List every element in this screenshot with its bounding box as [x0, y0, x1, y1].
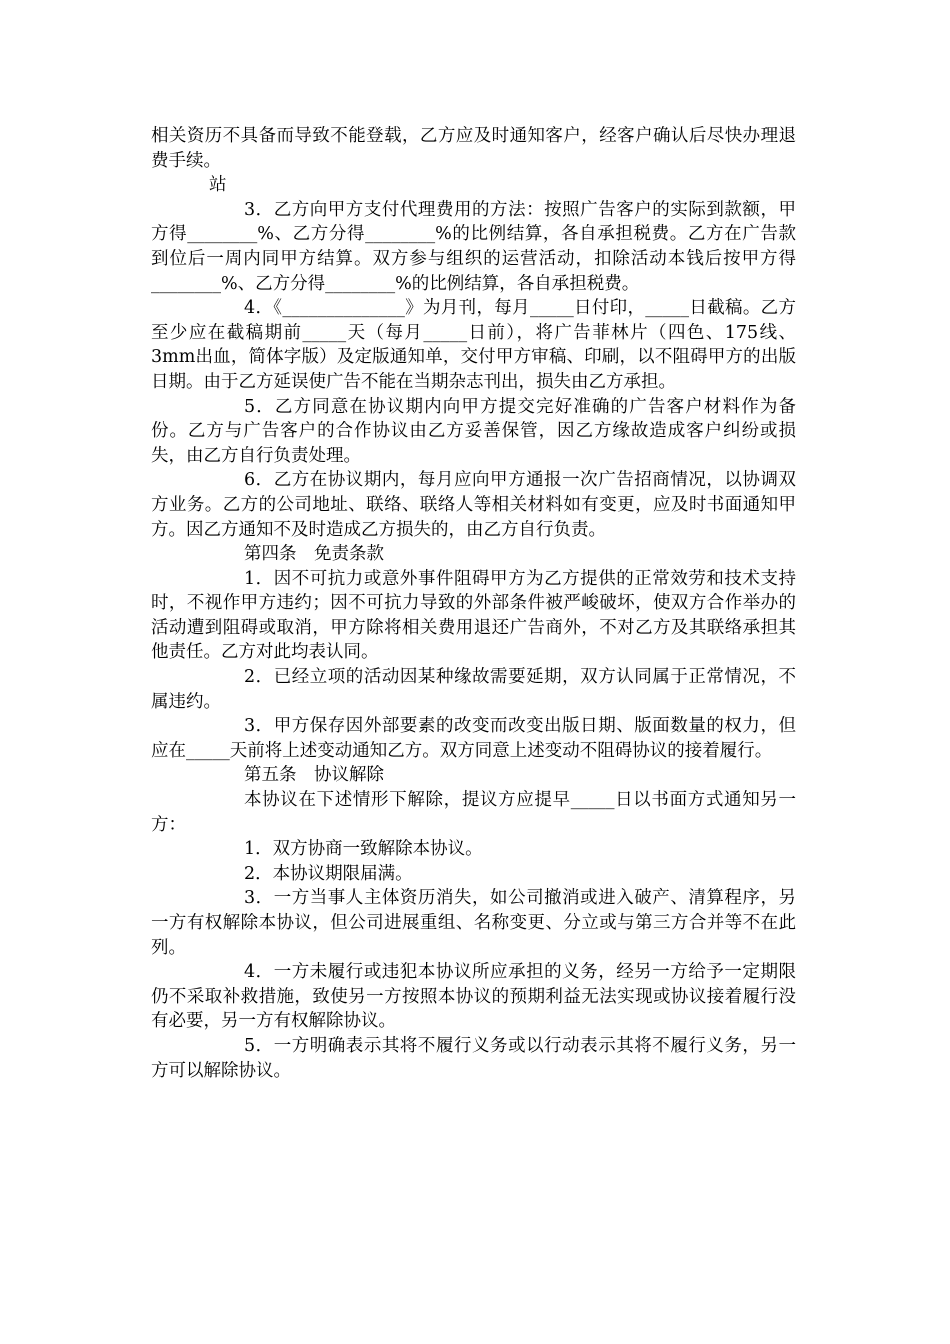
paragraph-3-payment-method: 3．乙方向甲方支付代理费用的方法：按照广告客户的实际到款额，甲方得________%、乙方分得________%的比例结算，各自承担税费。乙方在广告款到位后一周内同甲方结算。双方参与组织的运营活动，扣除活动本钱后按甲方得________%、乙方分得________%的比例结算，各自承担税费。 [151, 199, 796, 294]
paragraph-stray-char: 站 [209, 175, 227, 196]
article-4-item-2: 2．已经立项的活动因某种缘故需要延期，双方认同属于正常情况，不属违约。 [151, 667, 796, 712]
section-heading-article-5: 第五条 协议解除 [244, 765, 384, 786]
paragraph-4-publication-schedule: 4．《______________》为月刊，每月_____日付印，_____日截稿。乙方至少应在截稿期前_____天（每月_____日前），将广告菲林片（四色、175线、3mm出血，简体字版）及定版通知单，交付甲方审稿、印刷，以不阻碍甲方的出版日期。由于乙方延误使广告不能在当期杂志刊出，损失由乙方承担。 [151, 298, 796, 392]
article-5-intro: 本协议在下述情形下解除，提议方应提早_____日以书面方式通知另一方： [151, 790, 796, 835]
article-5-item-4: 4．一方未履行或违犯本协议所应承担的义务，经另一方给予一定期限仍不采取补救措施，致使另一方按照本协议的预期利益无法实现或协议接着履行没有必要，另一方有权解除协议。 [151, 962, 796, 1032]
article-5-item-3: 3．一方当事人主体资历消失，如公司撤消或进入破产、清算程序，另一方有权解除本协议，但公司进展重组、名称变更、分立或与第三方合并等不在此列。 [151, 888, 796, 958]
paragraph-6-monthly-report: 6．乙方在协议期内，每月应向甲方通报一次广告招商情况，以协调双方业务。乙方的公司地址、联络、联络人等相关材料如有变更，应及时书面通知甲方。因乙方通知不及时造成乙方损失的，由乙方自行负责。 [151, 470, 796, 540]
article-5-item-2: 2．本协议期限届满。 [244, 863, 413, 884]
paragraph-refund: 相关资历不具备而导致不能登载，乙方应及时通知客户，经客户确认后尽快办理退费手续。 [151, 126, 796, 171]
article-4-item-3: 3．甲方保存因外部要素的改变而改变出版日期、版面数量的权力，但应在_____天前将上述变动通知乙方。双方同意上述变动不阻碍协议的接着履行。 [151, 716, 796, 761]
article-4-item-1: 1．因不可抗力或意外事件阻碍甲方为乙方提供的正常效劳和技术支持时，不视作甲方违约；因不可抗力导致的外部条件被严峻破坏，使双方合作举办的活动遭到阻碍或取消，甲方除将相关费用退还广告商外，不对乙方及其联络承担其他责任。乙方对此均表认同。 [151, 568, 796, 663]
article-5-item-5: 5．一方明确表示其将不履行义务或以行动表示其将不履行义务，另一方可以解除协议。 [151, 1035, 796, 1081]
paragraph-5-client-materials: 5．乙方同意在协议期内向甲方提交完好准确的广告客户材料作为备份。乙方与广告客户的合作协议由乙方妥善保管，因乙方缘故造成客户纠纷或损失，由乙方自行负责处理。 [151, 396, 796, 466]
article-5-item-1: 1．双方协商一致解除本协议。 [244, 839, 483, 860]
document-page [151, 124, 796, 1083]
section-heading-article-4: 第四条 免责条款 [244, 544, 384, 565]
